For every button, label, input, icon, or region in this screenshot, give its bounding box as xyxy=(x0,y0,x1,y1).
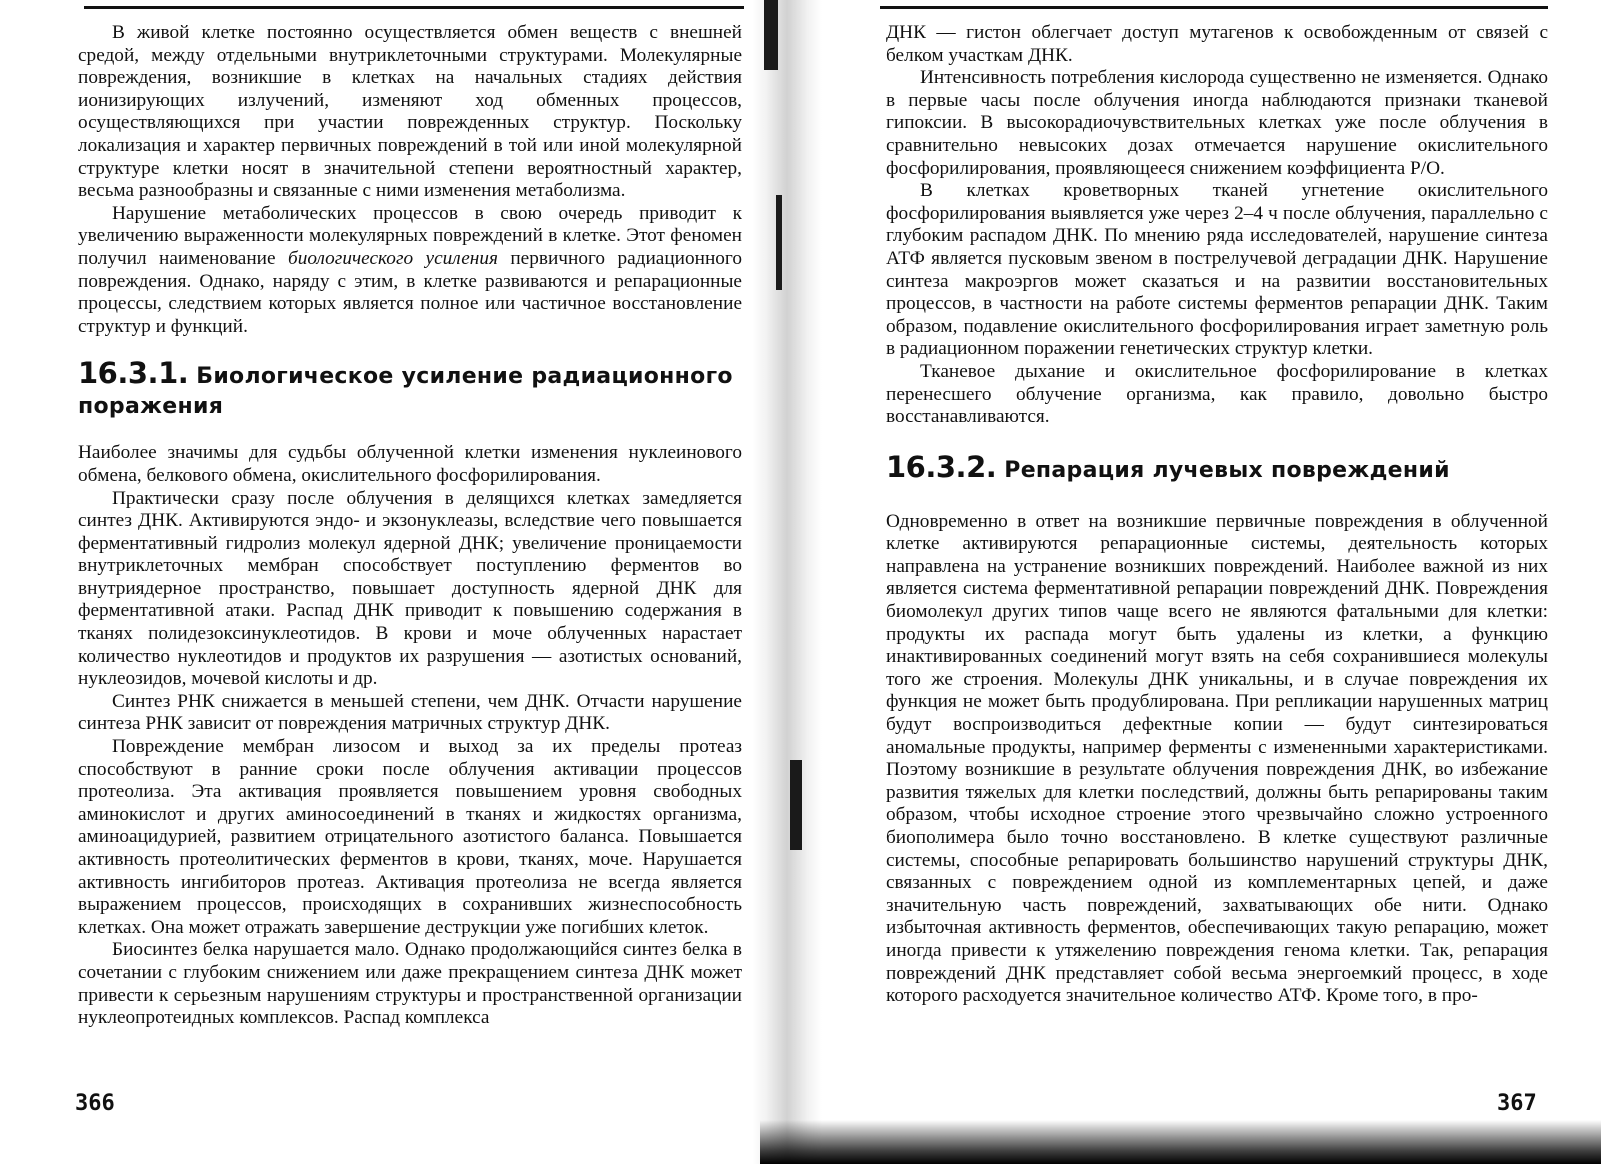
paragraph: В клетках кроветворных тканей угнетение окислительного фосфорилирования выявляется уже через 2–4 ч после облучения, параллельно с глубоким распадом ДНК. По мнению ряда исследователей, нарушение синтеза АТФ является пусковым звеном в пострелучевой деградации ДНК. Нарушение синтеза макроэргов может сказаться и на развитии восстановительных процессов, в частности на работе системы ферментов репарации ДНК. Таким образом, подавление окислительного фосфорилирования играет заметную роль в радиационном поражении генетических структур клетки. xyxy=(886,180,1548,360)
paragraph-biological-amplification xyxy=(78,203,742,339)
right-page xyxy=(886,22,1548,1008)
page-number-left: 366 xyxy=(75,1091,115,1116)
continuation-paragraph: ДНК — гистон облегчает доступ мутагенов к освобожденным от связей с белком участкам ДНК. xyxy=(886,22,1548,66)
paragraph: Синтез РНК снижается в меньшей степени, чем ДНК. Отчасти нарушение синтеза РНК зависит от повреждения матричных структур ДНК. xyxy=(78,690,742,735)
page-number-right: 367 xyxy=(1497,1091,1537,1116)
section-title: Биологическое усиление радиационного поражения xyxy=(78,364,733,420)
book-spine-shadow xyxy=(752,0,822,1164)
paragraph-text: Нарушение метаболических процессов в свою очередь приводит к увеличению выраженности молекулярных повреждений в клетке. Этот феномен получил наименование xyxy=(78,202,742,269)
paragraph: В живой клетке постоянно осуществляется обмен веществ с внешней средой, между отдельными внутриклеточными структурами. Молекулярные повреждения, возникшие в клетках на начальных стадиях действия ионизирующих излучений, изменяют ход обменных процессов, осуществляющихся при участии поврежденных структур. Поскольку локализация и характер первичных повреждений в той или иной молекулярной структуре клетки носят в значительной степени вероятностный характер, весьма разнообразны и связанные с ними изменения метаболизма. xyxy=(78,22,742,202)
paragraph: Интенсивность потребления кислорода существенно не изменяется. Однако в первые часы после облучения иногда наблюдаются признаки тканевой гипоксии. В высокорадиочувствительных клетках уже после облучения в сравнительно невысоких дозах отмечается нарушение окислительного фосфорилирования, проявляющееся снижением коэффициента Р/О. xyxy=(886,67,1548,179)
paragraph: Тканевое дыхание и окислительное фосфорилирование в клетках перенесшего облучение организма, как правило, довольно быстро восстанавливаются. xyxy=(886,360,1548,428)
paragraph-text: первичного радиационного повреждения. Однако, наряду с этим, в клетке развиваются и репарационные процессы, следствием которых является полное или частичное восстановление структур и функций. xyxy=(78,247,742,337)
left-page xyxy=(78,22,742,1030)
right-top-rule xyxy=(880,6,1548,9)
paragraph: Биосинтез белка нарушается мало. Однако продолжающийся синтез белка в сочетании с глубоким снижением или даже прекращением синтеза ДНК может привести к серьезным нарушениям структуры и пространственной организации нуклеопротеидных комплексов. Распад комплекса xyxy=(78,939,742,1029)
section-number: 16.3.1. xyxy=(78,356,189,391)
paragraph: Практически сразу после облучения в делящихся клетках замедляется синтез ДНК. Активируются эндо- и экзонуклеазы, вследствие чего повышается ферментативный гидролиз молекул ядерной ДНК; увеличение проницаемости внутриклеточных мембран способствует поступлению ферментов во внутриядерное пространство, повышает доступность ядерной ДНК для ферментативной атаки. Распад ДНК приводит к повышению содержания в тканях полидезоксинуклеотидов. В крови и моче облученных нарастает количество нуклеотидов и продуктов их разрушения — азотистых оснований, нуклеозидов, мочевой кислоты и др. xyxy=(78,487,742,690)
spine-mark-lower xyxy=(790,760,802,850)
section-number: 16.3.2. xyxy=(886,449,997,484)
spine-mark-top xyxy=(764,0,778,70)
left-top-rule xyxy=(84,6,744,9)
section-heading xyxy=(78,338,742,442)
italic-term: биологического усиления xyxy=(288,247,498,269)
section-heading xyxy=(886,429,1548,511)
bottom-binding-shadow xyxy=(760,1120,1601,1164)
lead-paragraph: Одновременно в ответ на возникшие первичные повреждения в облученной клетке активируются репарационные системы, деятельность которых направлена на устранение возникших повреждений. Наиболее важной из них является система ферментативной репарации повреждений ДНК. Повреждения биомолекул других типов чаще всего не являются фатальными для клетки: продукты их распада могут быть удалены из клетки, а функцию инактивированных соединений могут взять на себя сохранившиеся молекулы того же строения. Молекулы ДНК уникальны, и в случае повреждения их функция не может быть продублирована. При репликации нарушенных матриц будут воспроизводиться дефектные копии — будут синтезироваться аномальные продукты, например ферменты с измененными характеристиками. Поэтому возникшие в результате облучения повреждения ДНК, во избежание развития тяжелых для клетки последствий, должны быть репарированы таким образом, чтобы исходное строение этого чрезвычайно сложно устроенного биополимера было точно восстановлено. В клетке существуют различные системы, способные репарировать большинство нарушений структуры ДНК, связанных с повреждением одной из комплементарных цепей, и даже значительную часть повреждений, захватывающих обе нити. Однако избыточная активность ферментов, обеспечивающих такую репарацию, может иногда привести к утяжелению повреждения генома клетки. Так, репарация повреждений ДНК представляет собой весьма энергоемкий процесс, в ходе которого расходуется значительное количество АТФ. Кроме того, в про- xyxy=(886,510,1548,1007)
paragraph: Повреждение мембран лизосом и выход за их пределы протеаз способствуют в ранние сроки после облучения активации процессов протеолиза. Эта активация проявляется повышением уровня свободных аминокислот и других аминосоединений в тканях и жидкостях организма, аминоацидурией, развитием отрицательного азотистого баланса. Повышается активность протеолитических ферментов в крови, тканях, моче. Нарушается активность ингибиторов протеаз. Активация протеолиза не всегда является выражением процессов, происходящих в сохранивших жизнеспособность клетках. Она может отражать завершение деструкции уже погибших клеток. xyxy=(78,736,742,938)
section-title: Репарация лучевых повреждений xyxy=(1004,457,1450,483)
lead-paragraph: Наиболее значимы для судьбы облученной клетки изменения нуклеинового обмена, белкового обмена, окислительного фосфорилирования. xyxy=(78,442,742,486)
spine-mark-middle xyxy=(776,195,782,290)
